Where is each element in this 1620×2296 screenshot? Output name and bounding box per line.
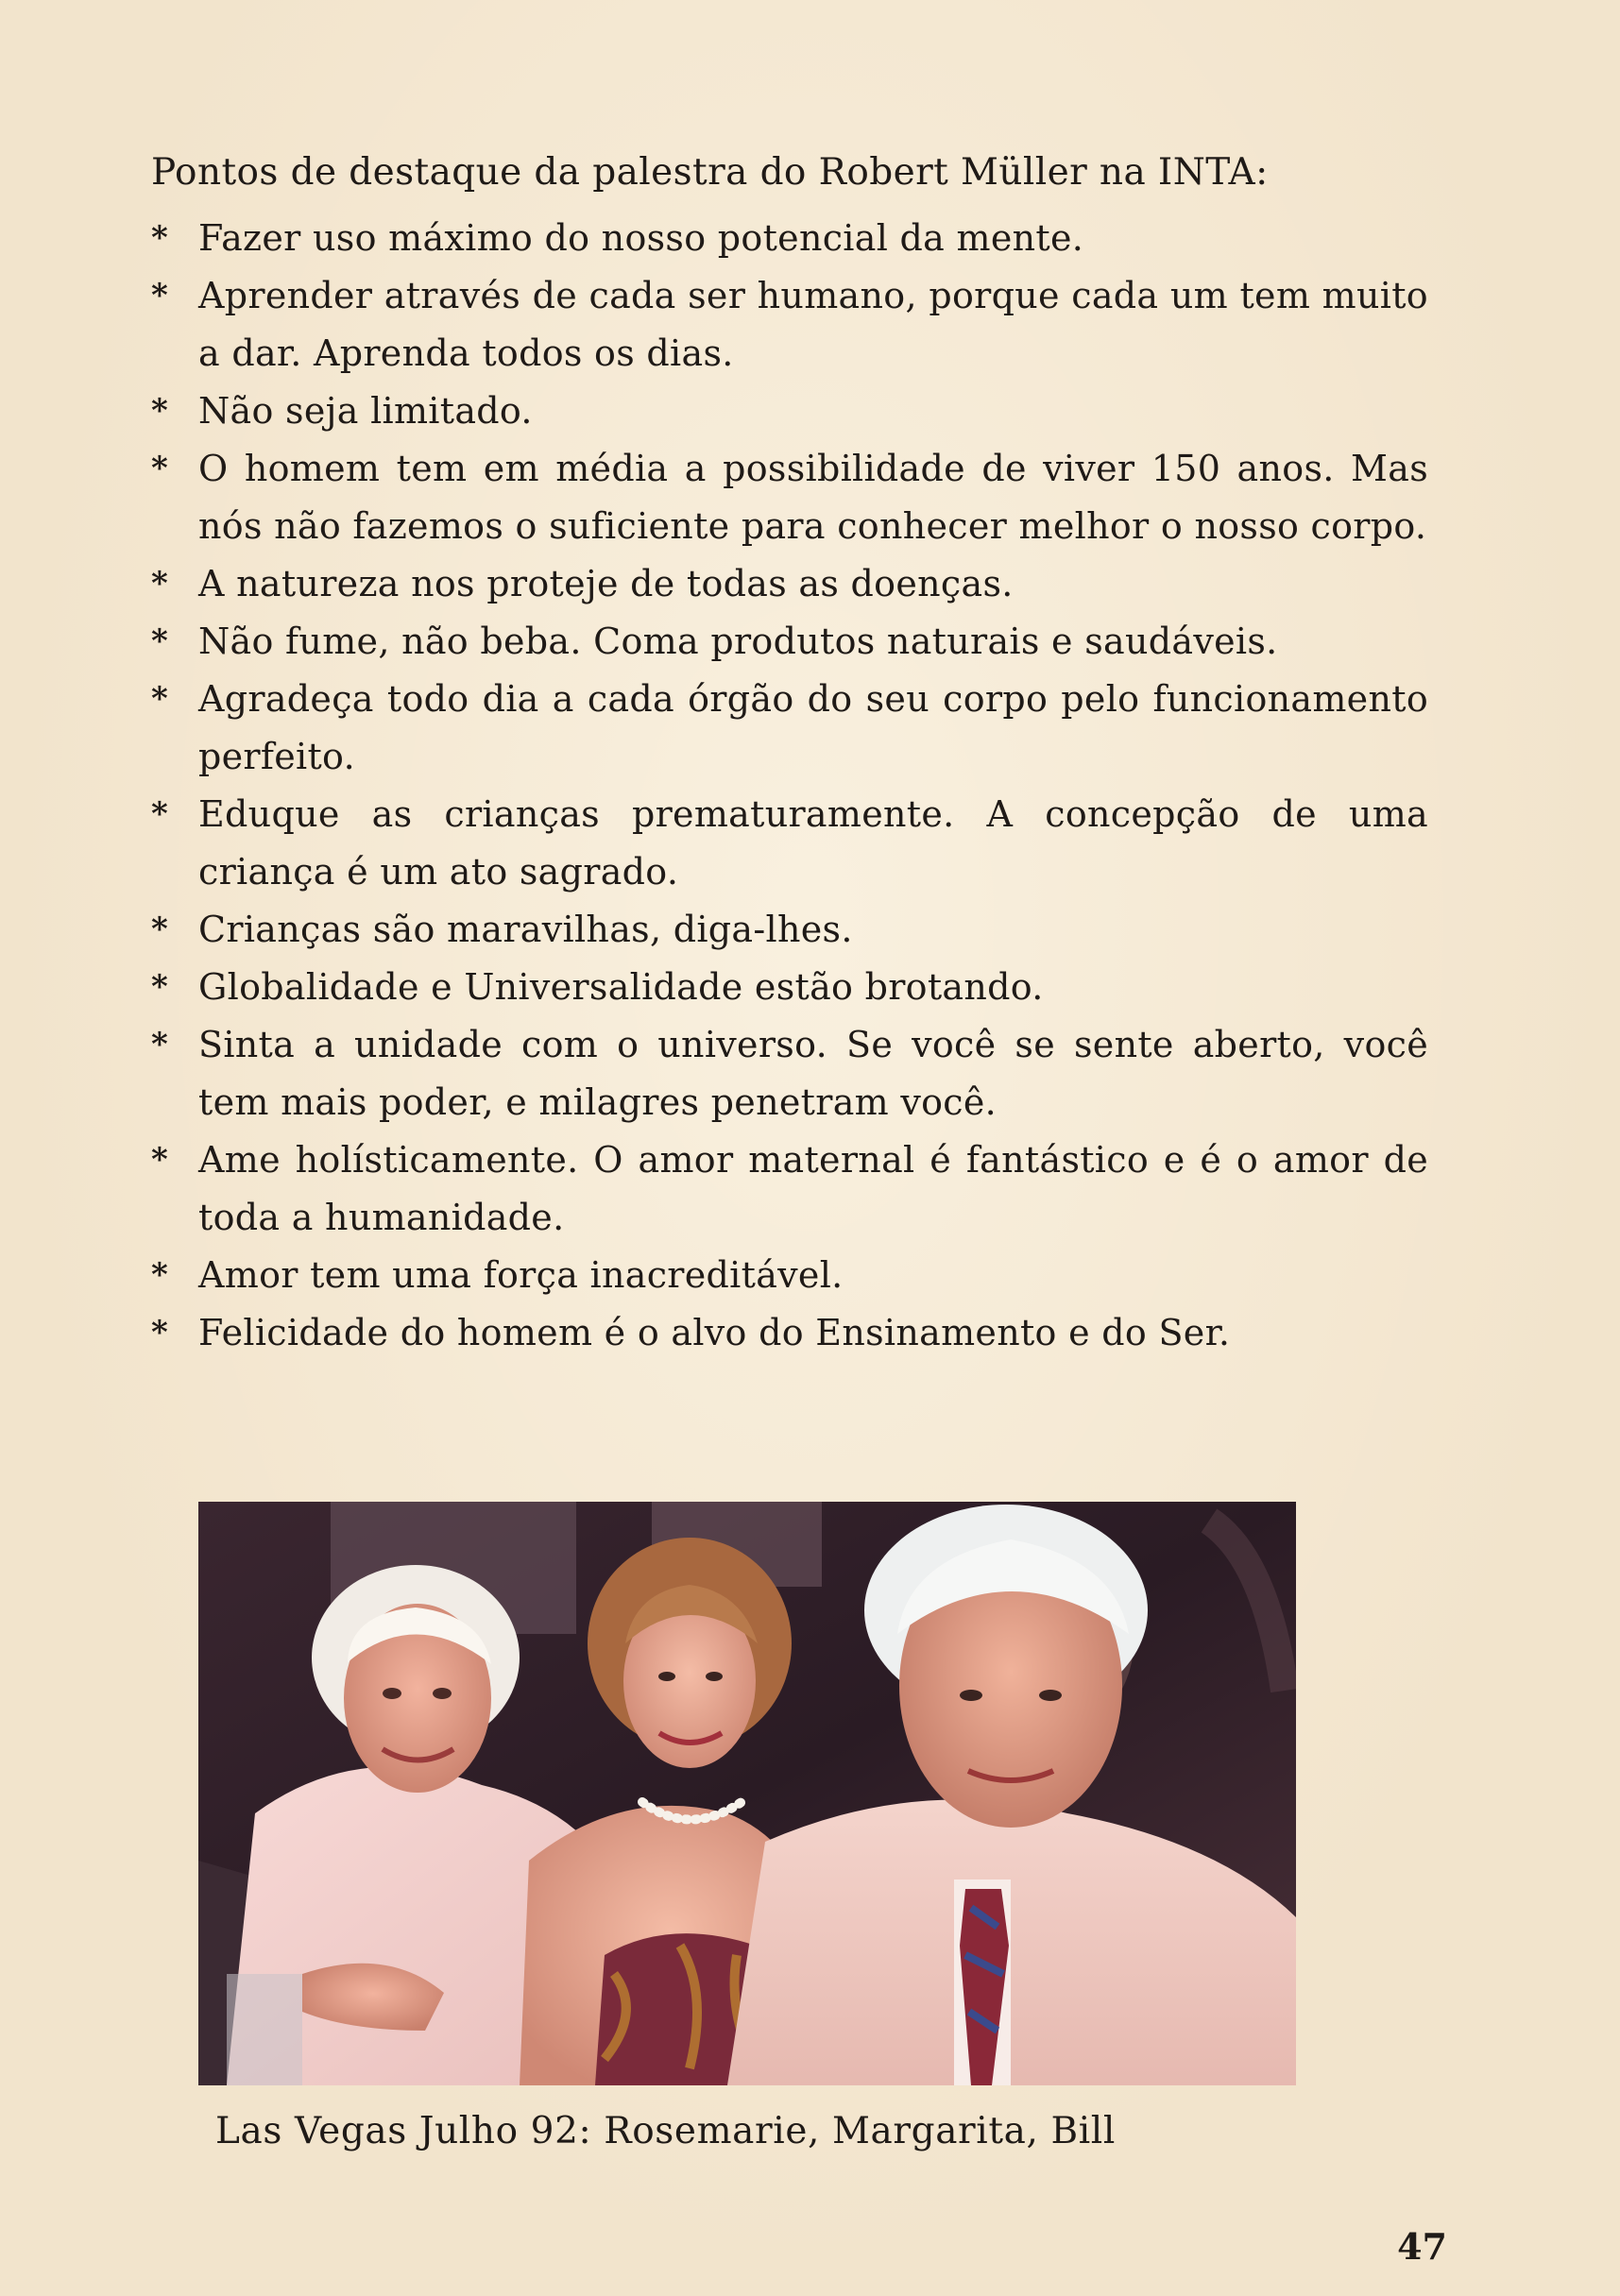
list-item (151, 901, 1428, 959)
asterisk-bullet-icon: * (151, 277, 169, 315)
list-item-text: O homem tem em média a possibilidade de viver 150 anos. Mas nós não fazemos o suficiente para conhecer melhor o nosso corpo. (198, 448, 1428, 547)
list-item-text: Globalidade e Universalidade estão brotando. (198, 966, 1044, 1008)
list-item (151, 267, 1428, 383)
list-item-text: Não seja limitado. (198, 390, 533, 432)
list-item-text: Felicidade do homem é o alvo do Ensinamento e do Ser. (198, 1312, 1231, 1353)
list-item-text: A natureza nos proteje de todas as doenças. (198, 563, 1014, 604)
asterisk-bullet-icon: * (151, 450, 169, 487)
asterisk-bullet-icon: * (151, 910, 169, 948)
list-item (151, 613, 1428, 671)
list-item (151, 671, 1428, 786)
list-item-text: Fazer uso máximo do nosso potencial da mente. (198, 217, 1084, 259)
list-item-text: Aprender através de cada ser humano, porque cada um tem muito a dar. Aprenda todos os dias. (198, 275, 1428, 374)
list-item (151, 1016, 1428, 1131)
list-item-text: Ame holísticamente. O amor maternal é fantástico e é o amor de toda a humanidade. (198, 1139, 1428, 1238)
list-item-text: Eduque as crianças prematuramente. A concepção de uma criança é um ato sagrado. (198, 793, 1428, 893)
asterisk-bullet-icon: * (151, 1141, 169, 1179)
asterisk-bullet-icon: * (151, 680, 169, 718)
list-item-text: Sinta a unidade com o universo. Se você se sente aberto, você tem mais poder, e milagres penetram você. (198, 1024, 1428, 1123)
page-heading: Pontos de destaque da palestra do Robert Müller na INTA: (151, 151, 1269, 194)
page-number: 47 (1397, 2225, 1447, 2268)
asterisk-bullet-icon: * (151, 622, 169, 660)
asterisk-bullet-icon: * (151, 219, 169, 257)
group-photo (198, 1502, 1296, 2085)
asterisk-bullet-icon: * (151, 795, 169, 833)
asterisk-bullet-icon: * (151, 565, 169, 603)
group-photo-illustration (198, 1502, 1296, 2085)
asterisk-bullet-icon: * (151, 968, 169, 1006)
list-item-text: Não fume, não beba. Coma produtos naturais e saudáveis. (198, 621, 1278, 662)
list-item (151, 555, 1428, 613)
list-item (151, 1304, 1428, 1362)
list-item-text: Agradeça todo dia a cada órgão do seu corpo pelo funcionamento perfeito. (198, 678, 1428, 777)
list-item-text: Amor tem uma força inacreditável. (198, 1254, 844, 1296)
asterisk-bullet-icon: * (151, 392, 169, 430)
list-item (151, 1247, 1428, 1304)
asterisk-bullet-icon: * (151, 1314, 169, 1352)
list-item (151, 210, 1428, 267)
list-item (151, 959, 1428, 1016)
highlights-list (151, 210, 1428, 1362)
list-item (151, 383, 1428, 440)
photo-caption: Las Vegas Julho 92: Rosemarie, Margarita, Bill (215, 2110, 1116, 2152)
asterisk-bullet-icon: * (151, 1026, 169, 1063)
list-item-text: Crianças são maravilhas, diga-lhes. (198, 909, 853, 950)
list-item (151, 786, 1428, 901)
list-item (151, 440, 1428, 555)
asterisk-bullet-icon: * (151, 1256, 169, 1294)
list-item (151, 1131, 1428, 1247)
